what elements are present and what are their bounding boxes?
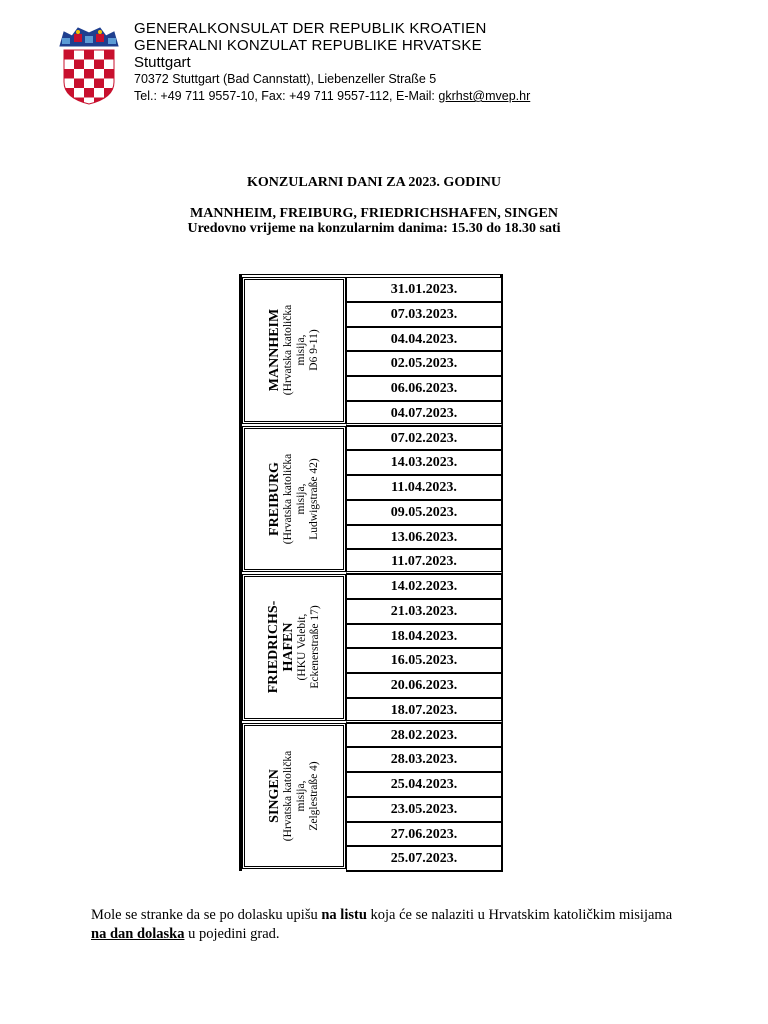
date-cell: 18.07.2023. <box>346 698 502 723</box>
city-address-line: (Hrvatska katolička <box>282 305 294 396</box>
document-title: KONZULARNI DANI ZA 2023. GODINU <box>247 175 501 190</box>
city-address-line: (Hrvatska katolička <box>282 453 294 544</box>
note-bold-list: na listu <box>321 907 367 923</box>
contact-phone-fax: Tel.: +49 711 9557-10, Fax: +49 711 9557-112, E-Mail: <box>134 89 439 103</box>
city-label <box>267 751 321 841</box>
date-cell: 04.07.2023. <box>346 401 502 426</box>
date-cell: 07.02.2023. <box>346 426 502 451</box>
date-cell: 23.05.2023. <box>346 797 502 822</box>
consulate-name-de: GENERALKONSULAT DER REPUBLIK KROATIEN <box>134 20 487 37</box>
date-cell: 21.03.2023. <box>346 599 502 624</box>
date-cell: 28.03.2023. <box>346 747 502 772</box>
date-cell: 07.03.2023. <box>346 302 502 327</box>
city-address-line: Ludwigstraße 42) <box>308 458 320 540</box>
date-cell: 16.05.2023. <box>346 648 502 673</box>
date-cell: 25.07.2023. <box>346 846 502 871</box>
city-name: SINGEN <box>267 768 282 823</box>
city-name: FRIEDRICHS- <box>266 600 281 694</box>
shield-check-square <box>64 69 74 79</box>
date-cell: 28.02.2023. <box>346 723 502 748</box>
date-cell: 11.07.2023. <box>346 549 502 574</box>
note-text-3: u pojedini grad. <box>184 926 280 942</box>
note-text-2: koja će se nalaziti u Hrvatskim katoličkim misijama <box>366 907 673 923</box>
note-bold-arrival-day: na dan dolaska <box>91 926 185 942</box>
document-subtitle: MANNHEIM, FREIBURG, FRIEDRICHSHAFEN, SINGEN <box>190 206 558 221</box>
registration-note <box>91 906 691 944</box>
date-cell: 11.04.2023. <box>346 475 502 500</box>
city-name: MANNHEIM <box>267 309 282 392</box>
city-cell-freiburg <box>242 426 346 573</box>
consulate-name-hr: GENERALNI KONZULAT REPUBLIKE HRVATSKE <box>134 37 482 54</box>
city-address-line: D6 9-11) <box>308 329 320 371</box>
city-address-line: Eckenerstraße 17) <box>309 605 321 689</box>
date-cell: 14.02.2023. <box>346 574 502 599</box>
shield-check-square <box>104 50 114 60</box>
consulate-city: Stuttgart <box>134 54 191 71</box>
note-text-1: Mole se stranke da se po dolasku upišu <box>91 907 322 923</box>
email-link[interactable]: gkrhst@mvep.hr <box>438 89 531 103</box>
city-label <box>266 601 322 694</box>
city-cell-friedrichs <box>242 574 346 721</box>
date-cell: 04.04.2023. <box>346 327 502 352</box>
shield-check-square <box>84 50 94 60</box>
date-cell: 06.06.2023. <box>346 376 502 401</box>
date-cell: 09.05.2023. <box>346 500 502 525</box>
city-address-line: misija, <box>295 334 307 366</box>
city-address-line: (Hrvatska katolička <box>282 750 294 841</box>
city-label <box>267 454 321 544</box>
consulate-contact <box>134 88 530 105</box>
city-address-line: (HKU Velebit, <box>296 613 308 681</box>
shield-check-square <box>94 79 104 89</box>
date-cell: 14.03.2023. <box>346 450 502 475</box>
shield-check-square <box>74 60 84 70</box>
city-name: FREIBURG <box>267 461 282 536</box>
office-hours: Uredovno vrijeme na konzularnim danima: 15.30 do 18.30 sati <box>187 221 561 236</box>
city-address-line: Zelglestraße 4) <box>308 761 320 831</box>
date-cell: 18.04.2023. <box>346 624 502 649</box>
city-cell-mannheim <box>242 277 346 424</box>
city-cell-singen <box>242 723 346 870</box>
shield-check-square <box>94 60 104 70</box>
date-cell: 13.06.2023. <box>346 525 502 550</box>
shield-check-square <box>84 88 94 98</box>
date-cell: 20.06.2023. <box>346 673 502 698</box>
city-name-line2: HAFEN <box>281 622 296 672</box>
city-address-line: misija, <box>295 483 307 515</box>
shield-check-square <box>74 79 84 89</box>
date-cell: 31.01.2023. <box>346 277 502 302</box>
date-cell: 27.06.2023. <box>346 822 502 847</box>
consulate-address: 70372 Stuttgart (Bad Cannstatt), Liebenzeller Straße 5 <box>134 72 437 86</box>
croatian-coat-of-arms-icon <box>58 24 120 106</box>
shield-check-square <box>64 50 74 60</box>
date-cell: 02.05.2023. <box>346 351 502 376</box>
city-address-line: misija, <box>295 780 307 812</box>
shield-check-square <box>104 69 114 79</box>
consulate-header <box>134 20 530 105</box>
shield-check-square <box>84 69 94 79</box>
city-label <box>267 305 321 395</box>
date-cell: 25.04.2023. <box>346 772 502 797</box>
